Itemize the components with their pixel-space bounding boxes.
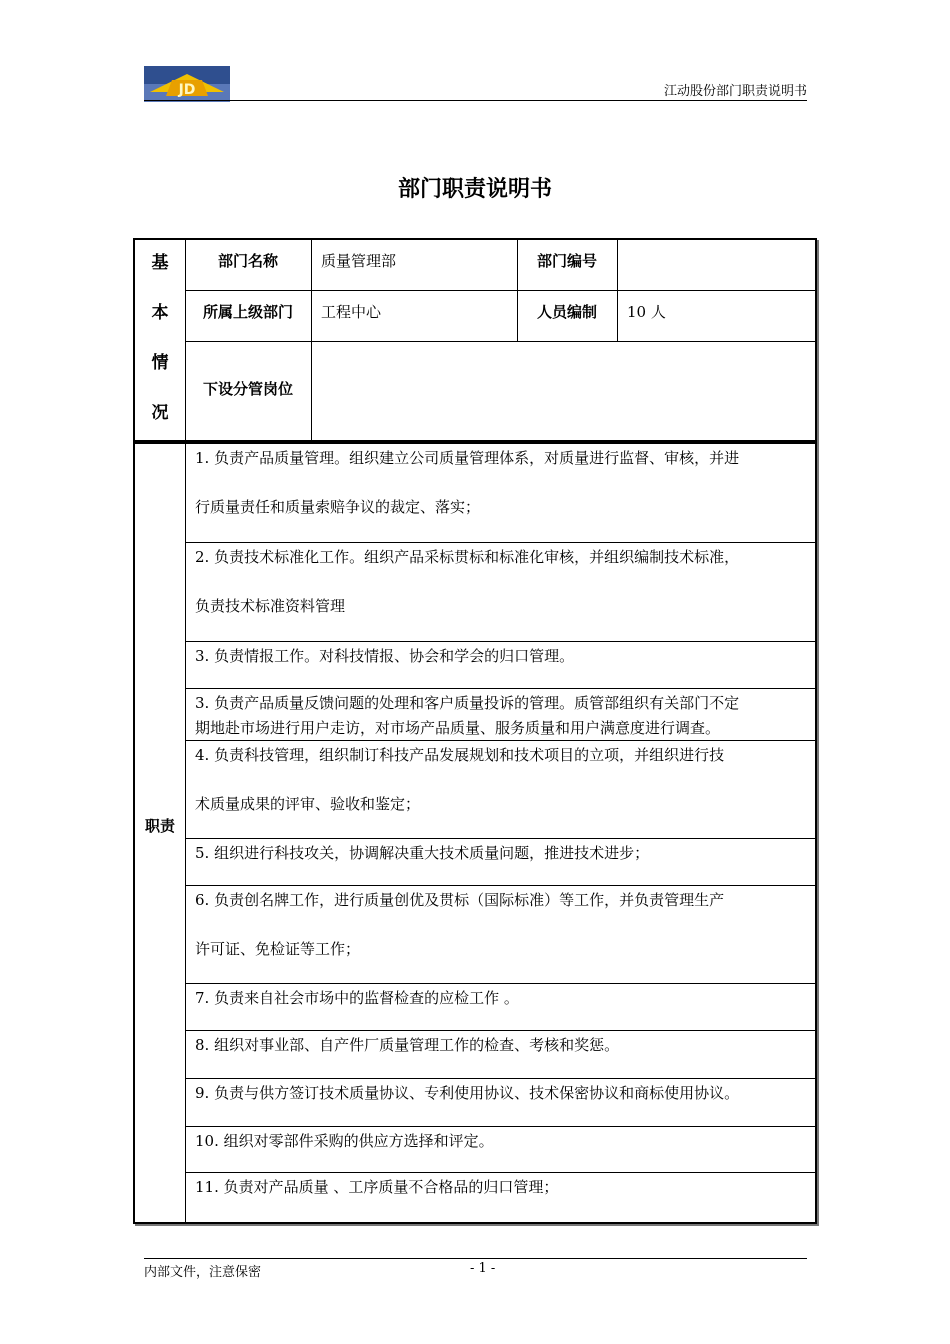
duty-item — [185, 688, 815, 740]
dept-code-label: 部门编号 — [536, 252, 597, 270]
staff-label: 人员编制 — [536, 303, 597, 321]
basic-label-char: 基 — [151, 253, 169, 273]
duty-item-line: 3. 负责情报工作。对科技情报、协会和学会的归口管理。 — [195, 647, 575, 665]
duty-item — [185, 740, 815, 838]
footer-confidential: 内部文件，注意保密 — [144, 1265, 262, 1280]
svg-text:JD: JD — [178, 82, 196, 98]
page-number: - 1 - — [470, 1261, 496, 1276]
duty-item — [185, 444, 815, 542]
duty-item-line: 9. 负责与供方签订技术质量协议、专利使用协议、技术保密协议和商标使用协议。 — [195, 1084, 740, 1102]
staff-value: 10 人 — [627, 303, 666, 321]
duty-item — [185, 641, 815, 688]
basic-label-char: 况 — [151, 403, 169, 423]
duty-item-line: 行质量责任和质量索赔争议的裁定、落实； — [195, 498, 481, 516]
duty-item-line: 7. 负责来自社会市场中的监督检查的应检工作 。 — [195, 989, 519, 1007]
duty-item-line: 6. 负责创名牌工作，进行质量创优及贯标（国际标准）等工作，并负责管理生产 — [195, 891, 725, 909]
duty-item — [185, 1126, 815, 1172]
duty-item-line: 11. 负责对产品质量 、工序质量不合格品的归口管理； — [195, 1178, 559, 1196]
basic-info-table — [133, 238, 817, 442]
basic-label-char: 本 — [151, 303, 169, 323]
grid-line — [185, 341, 815, 342]
parent-dept-value: 工程中心 — [321, 303, 382, 321]
duty-item-line: 术质量成果的评审、验收和鉴定； — [195, 795, 421, 813]
positions-label: 下设分管岗位 — [202, 380, 293, 398]
dept-name-value: 质量管理部 — [321, 252, 397, 270]
duty-item-line: 8. 组织对事业部、自产件厂质量管理工作的检查、考核和奖惩。 — [195, 1036, 620, 1054]
duty-item-line: 10. 组织对零部件采购的供应方选择和评定。 — [195, 1132, 494, 1150]
footer-divider — [144, 1258, 807, 1259]
dept-name-label: 部门名称 — [217, 252, 278, 270]
page-title: 部门职责说明书 — [397, 177, 552, 202]
duty-item — [185, 1078, 815, 1126]
parent-dept-label: 所属上级部门 — [202, 303, 293, 321]
duty-item-line: 期地赴市场进行用户走访，对市场产品质量、服务质量和用户满意度进行调查。 — [195, 719, 721, 737]
duty-item-line: 1. 负责产品质量管理。组织建立公司质量管理体系，对质量进行监督、审核，并进 — [195, 449, 740, 467]
duty-item-line: 许可证、免检证等工作； — [195, 940, 361, 958]
duty-item — [185, 1030, 815, 1078]
company-logo-icon — [144, 66, 230, 102]
duty-item — [185, 838, 815, 885]
duty-item — [185, 1172, 815, 1222]
duty-item-line: 2. 负责技术标准化工作。组织产品采标贯标和标准化审核，并组织编制技术标准， — [195, 548, 740, 566]
duty-item-line: 3. 负责产品质量反馈问题的处理和客户质量投诉的管理。质管部组织有关部门不定 — [195, 694, 740, 712]
duties-section-label: 职责 — [144, 817, 175, 835]
duty-item — [185, 885, 815, 983]
duty-item-line: 5. 组织进行科技攻关，协调解决重大技术质量问题，推进技术进步； — [195, 844, 650, 862]
header-doc-name: 江动股份部门职责说明书 — [663, 84, 807, 99]
grid-line — [185, 290, 815, 291]
duties-table — [133, 442, 817, 1224]
duty-item-line: 4. 负责科技管理，组织制订科技产品发展规划和技术项目的立项，并组织进行技 — [195, 746, 725, 764]
duty-item-line: 负责技术标准资料管理 — [195, 597, 346, 615]
duty-item — [185, 542, 815, 641]
grid-line — [311, 240, 312, 440]
basic-label-char: 情 — [151, 353, 169, 373]
header-divider — [144, 100, 807, 101]
duty-item — [185, 983, 815, 1030]
